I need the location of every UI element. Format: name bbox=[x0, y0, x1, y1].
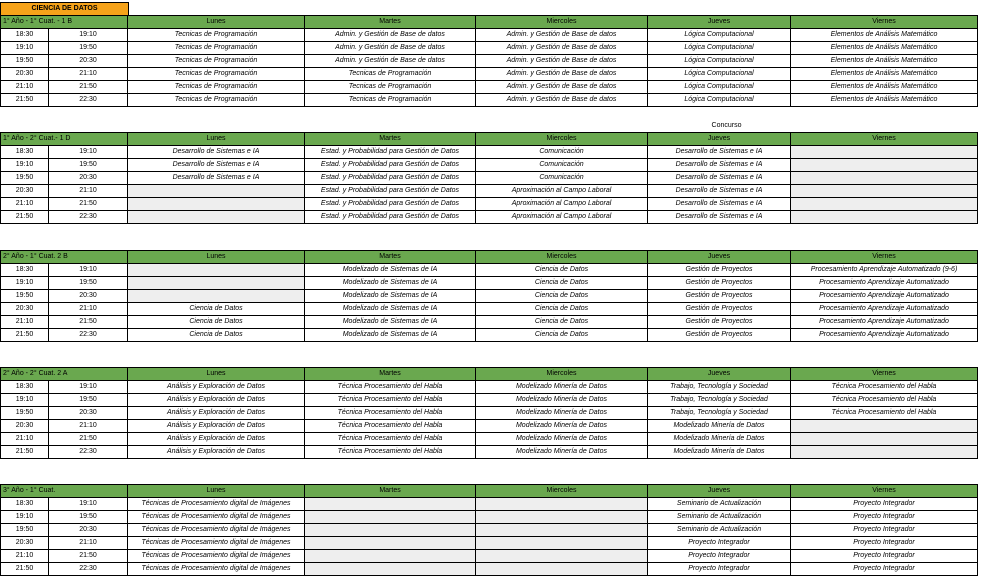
subject-cell: Técnicas de Procesamiento digital de Imágenes bbox=[128, 511, 305, 524]
subject-cell: Desarrollo de Sistemas e IA bbox=[648, 146, 791, 159]
end-time-cell: 22:30 bbox=[49, 446, 128, 459]
subject-cell: Técnicas de Procesamiento digital de Imágenes bbox=[128, 537, 305, 550]
table-row bbox=[1, 211, 978, 224]
start-time-cell: 19:50 bbox=[1, 172, 49, 185]
block-header-row bbox=[1, 485, 978, 498]
subject-cell: Modelizado Minería de Datos bbox=[476, 381, 648, 394]
subject-cell: Desarrollo de Sistemas e IA bbox=[648, 211, 791, 224]
subject-cell: Gestión de Proyectos bbox=[648, 303, 791, 316]
subject-cell bbox=[476, 511, 648, 524]
subject-cell: Técnica Procesamiento del Habla bbox=[791, 394, 978, 407]
table-row bbox=[1, 537, 978, 550]
day-header: Jueves bbox=[648, 368, 791, 381]
subject-cell: Estad. y Probabilidad para Gestión de Datos bbox=[305, 211, 476, 224]
subject-cell: Análisis y Exploración de Datos bbox=[128, 394, 305, 407]
subject-cell: Desarrollo de Sistemas e IA bbox=[128, 159, 305, 172]
end-time-cell: 19:10 bbox=[49, 29, 128, 42]
start-time-cell: 21:10 bbox=[1, 433, 49, 446]
subject-cell: Trabajo, Tecnología y Sociedad bbox=[648, 394, 791, 407]
subject-cell: Elementos de Análisis Matemático bbox=[791, 29, 978, 42]
end-time-cell: 20:30 bbox=[49, 55, 128, 68]
day-header: Viernes bbox=[791, 133, 978, 146]
subject-cell: Tecnicas de Programación bbox=[305, 94, 476, 107]
subject-cell: Modelizado Minería de Datos bbox=[648, 446, 791, 459]
subject-cell: Lógica Computacional bbox=[648, 81, 791, 94]
end-time-cell: 22:30 bbox=[49, 563, 128, 576]
subject-cell: Técnicas de Procesamiento digital de Imágenes bbox=[128, 563, 305, 576]
subject-cell: Estad. y Probabilidad para Gestión de Datos bbox=[305, 185, 476, 198]
subject-cell: Análisis y Exploración de Datos bbox=[128, 446, 305, 459]
sheet-title: CIENCIA DE DATOS bbox=[0, 2, 129, 16]
subject-cell: Modelizado Minería de Datos bbox=[476, 407, 648, 420]
start-time-cell: 19:50 bbox=[1, 407, 49, 420]
subject-cell: Admin. y Gestión de Base de datos bbox=[305, 55, 476, 68]
subject-cell: Tecnicas de Programación bbox=[128, 55, 305, 68]
start-time-cell: 21:50 bbox=[1, 446, 49, 459]
subject-cell: Ciencia de Datos bbox=[476, 303, 648, 316]
subject-cell bbox=[128, 211, 305, 224]
subject-cell: Modelizado de Sistemas de IA bbox=[305, 316, 476, 329]
schedule-block bbox=[0, 250, 978, 342]
subject-cell: Tecnicas de Programación bbox=[128, 94, 305, 107]
subject-cell: Desarrollo de Sistemas e IA bbox=[648, 172, 791, 185]
end-time-cell: 19:50 bbox=[49, 277, 128, 290]
subject-cell: Desarrollo de Sistemas e IA bbox=[648, 185, 791, 198]
subject-cell: Aproximación al Campo Laboral bbox=[476, 185, 648, 198]
subject-cell: Técnica Procesamiento del Habla bbox=[305, 433, 476, 446]
end-time-cell: 20:30 bbox=[49, 407, 128, 420]
subject-cell bbox=[791, 211, 978, 224]
start-time-cell: 21:50 bbox=[1, 329, 49, 342]
subject-cell: Proyecto Integrador bbox=[648, 550, 791, 563]
table-row bbox=[1, 146, 978, 159]
end-time-cell: 19:50 bbox=[49, 394, 128, 407]
subject-cell bbox=[128, 185, 305, 198]
subject-cell: Admin. y Gestión de Base de datos bbox=[476, 42, 648, 55]
table-row bbox=[1, 29, 978, 42]
subject-cell: Gestión de Proyectos bbox=[648, 290, 791, 303]
end-time-cell: 21:10 bbox=[49, 185, 128, 198]
subject-cell: Modelizado Minería de Datos bbox=[476, 394, 648, 407]
start-time-cell: 19:10 bbox=[1, 277, 49, 290]
subject-cell: Estad. y Probabilidad para Gestión de Datos bbox=[305, 159, 476, 172]
start-time-cell: 20:30 bbox=[1, 303, 49, 316]
table-row bbox=[1, 185, 978, 198]
day-header: Viernes bbox=[791, 485, 978, 498]
subject-cell: Técnicas de Procesamiento digital de Imágenes bbox=[128, 524, 305, 537]
subject-cell bbox=[791, 159, 978, 172]
subject-cell: Modelizado de Sistemas de IA bbox=[305, 290, 476, 303]
subject-cell: Modelizado de Sistemas de IA bbox=[305, 303, 476, 316]
subject-cell bbox=[791, 420, 978, 433]
subject-cell: Gestión de Proyectos bbox=[648, 329, 791, 342]
end-time-cell: 20:30 bbox=[49, 290, 128, 303]
subject-cell: Elementos de Análisis Matemático bbox=[791, 81, 978, 94]
day-header: Jueves bbox=[648, 133, 791, 146]
subject-cell bbox=[305, 563, 476, 576]
start-time-cell: 19:10 bbox=[1, 511, 49, 524]
block-label: 3° Año - 1° Cuat. bbox=[1, 485, 128, 498]
subject-cell: Admin. y Gestión de Base de datos bbox=[476, 94, 648, 107]
day-header: Lunes bbox=[128, 368, 305, 381]
day-header: Jueves bbox=[648, 251, 791, 264]
table-row bbox=[1, 420, 978, 433]
concurso-note: Concurso bbox=[711, 122, 742, 129]
subject-cell: Procesamiento Aprendizaje Automatizado bbox=[791, 303, 978, 316]
day-header: Lunes bbox=[128, 16, 305, 29]
day-header: Martes bbox=[305, 485, 476, 498]
subject-cell: Técnica Procesamiento del Habla bbox=[305, 407, 476, 420]
subject-cell: Elementos de Análisis Matemático bbox=[791, 94, 978, 107]
subject-cell bbox=[791, 446, 978, 459]
subject-cell: Ciencia de Datos bbox=[476, 316, 648, 329]
subject-cell: Comunicación bbox=[476, 172, 648, 185]
subject-cell: Admin. y Gestión de Base de datos bbox=[476, 29, 648, 42]
start-time-cell: 18:30 bbox=[1, 29, 49, 42]
block-header-row bbox=[1, 133, 978, 146]
day-header: Martes bbox=[305, 251, 476, 264]
start-time-cell: 21:50 bbox=[1, 94, 49, 107]
block-label: 1° Año - 1° Cuat. - 1 B bbox=[1, 16, 128, 29]
subject-cell: Trabajo, Tecnología y Sociedad bbox=[648, 381, 791, 394]
subject-cell bbox=[305, 550, 476, 563]
block-label: 2° Año - 1° Cuat. 2 B bbox=[1, 251, 128, 264]
subject-cell: Admin. y Gestión de Base de datos bbox=[305, 42, 476, 55]
subject-cell: Modelizado Minería de Datos bbox=[648, 420, 791, 433]
block-header-row bbox=[1, 251, 978, 264]
day-header: Jueves bbox=[648, 16, 791, 29]
subject-cell: Técnicas de Procesamiento digital de Imágenes bbox=[128, 550, 305, 563]
start-time-cell: 20:30 bbox=[1, 420, 49, 433]
block-header-row bbox=[1, 368, 978, 381]
subject-cell bbox=[476, 537, 648, 550]
end-time-cell: 19:50 bbox=[49, 511, 128, 524]
day-header: Viernes bbox=[791, 251, 978, 264]
subject-cell: Tecnicas de Programación bbox=[305, 68, 476, 81]
subject-cell: Proyecto Integrador bbox=[648, 563, 791, 576]
start-time-cell: 21:50 bbox=[1, 563, 49, 576]
subject-cell: Comunicación bbox=[476, 159, 648, 172]
subject-cell: Estad. y Probabilidad para Gestión de Datos bbox=[305, 198, 476, 211]
subject-cell bbox=[791, 146, 978, 159]
subject-cell: Técnicas de Procesamiento digital de Imágenes bbox=[128, 498, 305, 511]
subject-cell: Elementos de Análisis Matemático bbox=[791, 68, 978, 81]
subject-cell: Procesamiento Aprendizaje Automatizado bbox=[791, 277, 978, 290]
subject-cell: Análisis y Exploración de Datos bbox=[128, 381, 305, 394]
subject-cell bbox=[128, 198, 305, 211]
subject-cell: Ciencia de Datos bbox=[476, 264, 648, 277]
end-time-cell: 19:10 bbox=[49, 381, 128, 394]
subject-cell bbox=[128, 290, 305, 303]
start-time-cell: 19:50 bbox=[1, 524, 49, 537]
subject-cell: Técnica Procesamiento del Habla bbox=[305, 381, 476, 394]
subject-cell bbox=[476, 563, 648, 576]
table-row bbox=[1, 68, 978, 81]
start-time-cell: 21:10 bbox=[1, 316, 49, 329]
subject-cell: Modelizado de Sistemas de IA bbox=[305, 264, 476, 277]
table-row bbox=[1, 81, 978, 94]
subject-cell: Desarrollo de Sistemas e IA bbox=[128, 146, 305, 159]
subject-cell: Desarrollo de Sistemas e IA bbox=[648, 198, 791, 211]
subject-cell: Tecnicas de Programación bbox=[128, 68, 305, 81]
table-row bbox=[1, 433, 978, 446]
end-time-cell: 22:30 bbox=[49, 329, 128, 342]
subject-cell: Seminario de Actualización bbox=[648, 524, 791, 537]
subject-cell: Estad. y Probabilidad para Gestión de Datos bbox=[305, 146, 476, 159]
day-header: Martes bbox=[305, 368, 476, 381]
table-row bbox=[1, 511, 978, 524]
table-row bbox=[1, 303, 978, 316]
day-header: Miercoles bbox=[476, 485, 648, 498]
block-header-row bbox=[1, 16, 978, 29]
start-time-cell: 18:30 bbox=[1, 381, 49, 394]
start-time-cell: 19:10 bbox=[1, 42, 49, 55]
subject-cell: Gestión de Proyectos bbox=[648, 277, 791, 290]
table-row bbox=[1, 55, 978, 68]
subject-cell: Análisis y Exploración de Datos bbox=[128, 420, 305, 433]
subject-cell: Elementos de Análisis Matemático bbox=[791, 42, 978, 55]
start-time-cell: 19:50 bbox=[1, 290, 49, 303]
end-time-cell: 20:30 bbox=[49, 172, 128, 185]
day-header: Lunes bbox=[128, 485, 305, 498]
subject-cell: Análisis y Exploración de Datos bbox=[128, 433, 305, 446]
subject-cell: Modelizado de Sistemas de IA bbox=[305, 277, 476, 290]
end-time-cell: 22:30 bbox=[49, 211, 128, 224]
table-row bbox=[1, 94, 978, 107]
start-time-cell: 21:10 bbox=[1, 550, 49, 563]
table-row bbox=[1, 446, 978, 459]
subject-cell: Estad. y Probabilidad para Gestión de Datos bbox=[305, 172, 476, 185]
start-time-cell: 18:30 bbox=[1, 264, 49, 277]
subject-cell: Proyecto Integrador bbox=[648, 537, 791, 550]
subject-cell bbox=[305, 537, 476, 550]
subject-cell bbox=[305, 511, 476, 524]
subject-cell: Técnica Procesamiento del Habla bbox=[791, 407, 978, 420]
start-time-cell: 19:50 bbox=[1, 55, 49, 68]
table-row bbox=[1, 172, 978, 185]
schedule-block bbox=[0, 132, 978, 224]
end-time-cell: 21:50 bbox=[49, 316, 128, 329]
schedule-block bbox=[0, 15, 978, 107]
table-row bbox=[1, 290, 978, 303]
block-label: 2° Año - 2° Cuat. 2 A bbox=[1, 368, 128, 381]
table-row bbox=[1, 394, 978, 407]
start-time-cell: 21:10 bbox=[1, 198, 49, 211]
subject-cell: Proyecto Integrador bbox=[791, 550, 978, 563]
subject-cell: Proyecto Integrador bbox=[791, 524, 978, 537]
end-time-cell: 21:10 bbox=[49, 537, 128, 550]
subject-cell: Desarrollo de Sistemas e IA bbox=[128, 172, 305, 185]
end-time-cell: 19:50 bbox=[49, 159, 128, 172]
table-row bbox=[1, 329, 978, 342]
subject-cell: Tecnicas de Programación bbox=[128, 29, 305, 42]
subject-cell bbox=[305, 498, 476, 511]
day-header: Miercoles bbox=[476, 133, 648, 146]
end-time-cell: 22:30 bbox=[49, 94, 128, 107]
subject-cell: Aproximación al Campo Laboral bbox=[476, 198, 648, 211]
subject-cell: Tecnicas de Programación bbox=[305, 81, 476, 94]
block-label: 1° Año - 2° Cuat.- 1 D bbox=[1, 133, 128, 146]
day-header: Lunes bbox=[128, 251, 305, 264]
subject-cell bbox=[791, 198, 978, 211]
subject-cell: Trabajo, Tecnología y Sociedad bbox=[648, 407, 791, 420]
subject-cell: Modelizado Minería de Datos bbox=[648, 433, 791, 446]
end-time-cell: 21:50 bbox=[49, 550, 128, 563]
subject-cell: Modelizado Minería de Datos bbox=[476, 420, 648, 433]
subject-cell: Gestión de Proyectos bbox=[648, 316, 791, 329]
subject-cell: Proyecto Integrador bbox=[791, 537, 978, 550]
end-time-cell: 21:10 bbox=[49, 303, 128, 316]
subject-cell: Proyecto Integrador bbox=[791, 498, 978, 511]
end-time-cell: 19:50 bbox=[49, 42, 128, 55]
subject-cell: Modelizado Minería de Datos bbox=[476, 446, 648, 459]
table-row bbox=[1, 42, 978, 55]
day-header: Jueves bbox=[648, 485, 791, 498]
table-row bbox=[1, 316, 978, 329]
subject-cell: Admin. y Gestión de Base de datos bbox=[476, 81, 648, 94]
subject-cell: Comunicación bbox=[476, 146, 648, 159]
end-time-cell: 19:10 bbox=[49, 264, 128, 277]
table-row bbox=[1, 264, 978, 277]
subject-cell: Ciencia de Datos bbox=[128, 316, 305, 329]
subject-cell: Ciencia de Datos bbox=[476, 277, 648, 290]
subject-cell: Seminario de Actualización bbox=[648, 511, 791, 524]
subject-cell: Ciencia de Datos bbox=[476, 290, 648, 303]
table-row bbox=[1, 277, 978, 290]
subject-cell: Gestión de Proyectos bbox=[648, 264, 791, 277]
subject-cell: Técnica Procesamiento del Habla bbox=[791, 381, 978, 394]
subject-cell: Procesamiento Aprendizaje Automatizado bbox=[791, 329, 978, 342]
start-time-cell: 19:10 bbox=[1, 394, 49, 407]
table-row bbox=[1, 407, 978, 420]
subject-cell: Modelizado de Sistemas de IA bbox=[305, 329, 476, 342]
start-time-cell: 20:30 bbox=[1, 537, 49, 550]
subject-cell: Técnica Procesamiento del Habla bbox=[305, 446, 476, 459]
subject-cell: Tecnicas de Programación bbox=[128, 42, 305, 55]
end-time-cell: 21:10 bbox=[49, 420, 128, 433]
day-header: Viernes bbox=[791, 368, 978, 381]
table-row bbox=[1, 498, 978, 511]
subject-cell: Procesamiento Aprendizaje Automatizado bbox=[791, 316, 978, 329]
end-time-cell: 21:10 bbox=[49, 68, 128, 81]
table-row bbox=[1, 381, 978, 394]
end-time-cell: 21:50 bbox=[49, 198, 128, 211]
table-row bbox=[1, 524, 978, 537]
subject-cell: Ciencia de Datos bbox=[128, 329, 305, 342]
subject-cell: Modelizado Minería de Datos bbox=[476, 433, 648, 446]
subject-cell: Ciencia de Datos bbox=[476, 329, 648, 342]
day-header: Viernes bbox=[791, 16, 978, 29]
start-time-cell: 21:10 bbox=[1, 81, 49, 94]
end-time-cell: 20:30 bbox=[49, 524, 128, 537]
subject-cell bbox=[476, 524, 648, 537]
subject-cell: Seminario de Actualización bbox=[648, 498, 791, 511]
start-time-cell: 20:30 bbox=[1, 185, 49, 198]
subject-cell: Proyecto Integrador bbox=[791, 511, 978, 524]
day-header: Martes bbox=[305, 16, 476, 29]
subject-cell bbox=[791, 172, 978, 185]
subject-cell: Procesamiento Aprendizaje Automatizado bbox=[791, 290, 978, 303]
start-time-cell: 19:10 bbox=[1, 159, 49, 172]
subject-cell: Tecnicas de Programación bbox=[128, 81, 305, 94]
subject-cell: Lógica Computacional bbox=[648, 55, 791, 68]
subject-cell bbox=[305, 524, 476, 537]
subject-cell: Desarrollo de Sistemas e IA bbox=[648, 159, 791, 172]
table-row bbox=[1, 159, 978, 172]
start-time-cell: 18:30 bbox=[1, 146, 49, 159]
subject-cell: Elementos de Análisis Matemático bbox=[791, 55, 978, 68]
subject-cell: Proyecto Integrador bbox=[791, 563, 978, 576]
subject-cell: Técnica Procesamiento del Habla bbox=[305, 394, 476, 407]
subject-cell bbox=[128, 277, 305, 290]
subject-cell: Técnica Procesamiento del Habla bbox=[305, 420, 476, 433]
subject-cell: Lógica Computacional bbox=[648, 68, 791, 81]
table-row bbox=[1, 550, 978, 563]
end-time-cell: 21:50 bbox=[49, 433, 128, 446]
subject-cell: Admin. y Gestión de Base de datos bbox=[305, 29, 476, 42]
subject-cell: Aproximación al Campo Laboral bbox=[476, 211, 648, 224]
subject-cell: Procesamiento Aprendizaje Automatizado (9-6) bbox=[791, 264, 978, 277]
subject-cell bbox=[791, 433, 978, 446]
day-header: Lunes bbox=[128, 133, 305, 146]
subject-cell: Lógica Computacional bbox=[648, 29, 791, 42]
day-header: Miercoles bbox=[476, 16, 648, 29]
subject-cell: Lógica Computacional bbox=[648, 42, 791, 55]
start-time-cell: 21:50 bbox=[1, 211, 49, 224]
day-header: Miercoles bbox=[476, 368, 648, 381]
start-time-cell: 18:30 bbox=[1, 498, 49, 511]
day-header: Martes bbox=[305, 133, 476, 146]
subject-cell: Análisis y Exploración de Datos bbox=[128, 407, 305, 420]
subject-cell bbox=[128, 264, 305, 277]
day-header: Miercoles bbox=[476, 251, 648, 264]
table-row bbox=[1, 198, 978, 211]
end-time-cell: 21:50 bbox=[49, 81, 128, 94]
subject-cell: Admin. y Gestión de Base de datos bbox=[476, 55, 648, 68]
schedule-block bbox=[0, 367, 978, 459]
subject-cell bbox=[476, 498, 648, 511]
end-time-cell: 19:10 bbox=[49, 146, 128, 159]
subject-cell: Ciencia de Datos bbox=[128, 303, 305, 316]
subject-cell bbox=[791, 185, 978, 198]
schedule-block bbox=[0, 484, 978, 576]
end-time-cell: 19:10 bbox=[49, 498, 128, 511]
subject-cell: Lógica Computacional bbox=[648, 94, 791, 107]
subject-cell bbox=[476, 550, 648, 563]
table-row bbox=[1, 563, 978, 576]
subject-cell: Admin. y Gestión de Base de datos bbox=[476, 68, 648, 81]
start-time-cell: 20:30 bbox=[1, 68, 49, 81]
